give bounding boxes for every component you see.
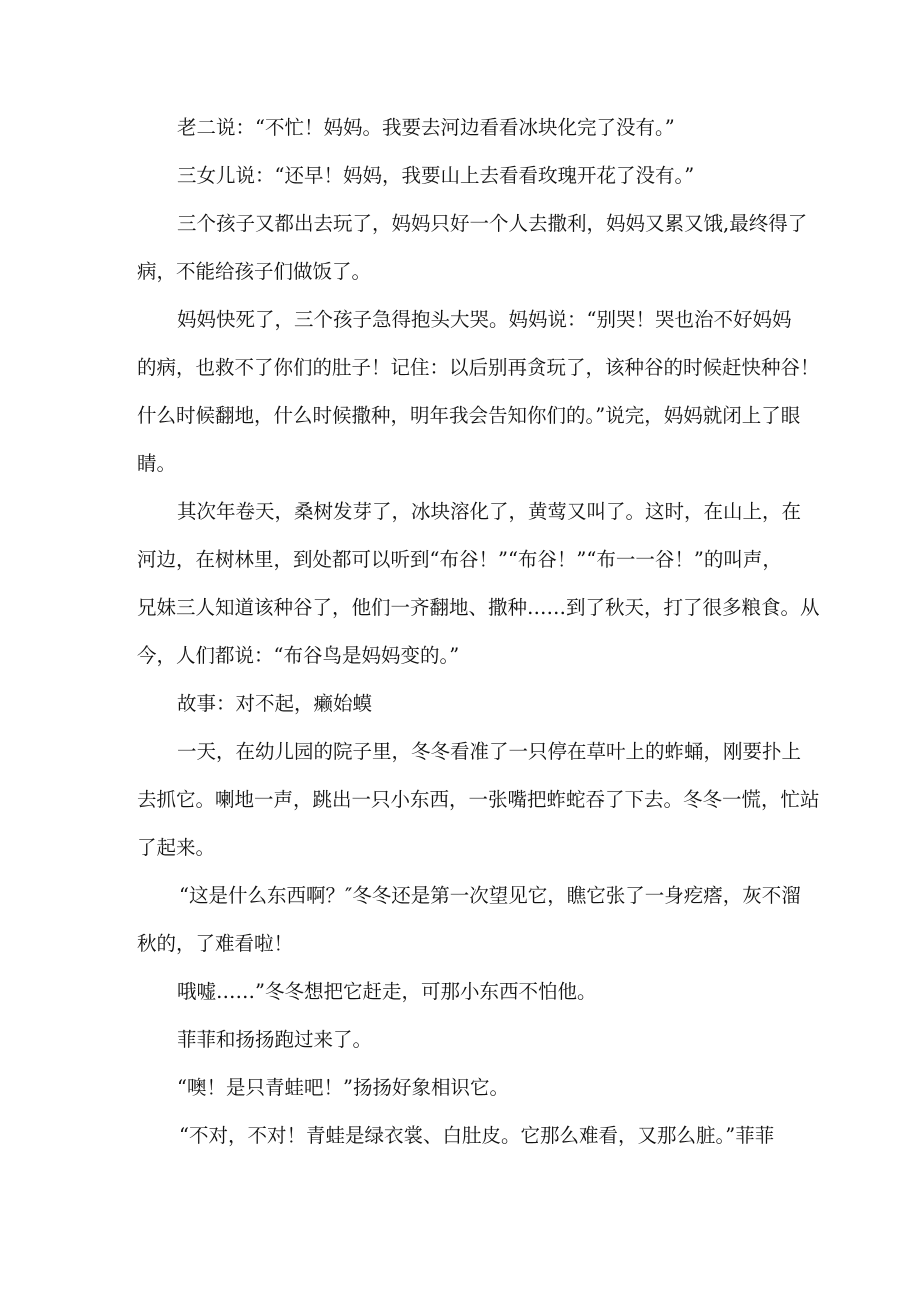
text-line: 哦嘘……”冬冬想把它赶走，可那小东西不怕他。 [177,980,597,1003]
text-line: 秋的，了难看啦！ [137,932,294,955]
text-line: 老二说：“不忙！妈妈。我要去河边看看冰块化完了没有。” [177,116,675,139]
text-line: 的病，也救不了你们的肚子！记住：以后别再贪玩了，该种谷的时候赶快种谷！ [137,356,820,379]
text-line: “不对，不对！青蛙是绿衣裳、白肚皮。它那么难看，又那么脏。”菲菲 [179,1124,775,1147]
text-line: 今，人们都说：“布谷鸟是妈妈变的。” [137,644,460,667]
text-line: 三个孩子又都出去玩了，妈妈只好一个人去撒利，妈妈又累又饿,最终得了 [177,212,808,235]
text-line: 什么时候翻地，什么时候撒种，明年我会告知你们的。”说完，妈妈就闭上了眼 [137,404,801,427]
text-line: 菲菲和扬扬跑过来了。 [177,1028,373,1051]
text-line: 了起来。 [137,836,216,859]
text-line: 兄妹三人知道该种谷了，他们一齐翻地、撒种……到了秋天，打了很多粮食。从 [137,596,820,619]
section-heading: 故事：对不起，癞始蟆 [177,692,373,715]
text-line: 睛。 [137,452,177,475]
text-line: 三女儿说：“还早！妈妈，我要山上去看看玫瑰开花了没有。” [177,164,695,187]
text-line: “这是什么东西啊？″冬冬还是第一次望见它，瞧它张了一身疙瘩，灰不溜 [179,884,801,907]
text-line: “噢！是只青蛙吧！”扬扬好象相识它。 [177,1076,509,1099]
text-line: 一天，在幼儿园的院子里，冬冬看准了一只停在草叶上的蚱蛹，刚要扑上 [177,740,802,763]
text-line: 河边，在树林里，到处都可以听到“布谷！”“布谷！”“布一一谷！”的叫声， [137,548,782,571]
text-line: 病，不能给孩子们做饭了。 [137,260,372,283]
text-line: 妈妈快死了，三个孩子急得抱头大哭。妈妈说：“别哭！哭也治不好妈妈 [177,308,792,331]
text-line: 其次年卷天，桑树发芽了，冰块溶化了，黄莺又叫了。这时，在山上，在 [177,500,802,523]
text-line: 去抓它。喇地一声，跳出一只小东西，一张嘴把蚱蛇吞了下去。冬冬一慌，忙站 [137,788,820,811]
story-text [137,104,820,1160]
